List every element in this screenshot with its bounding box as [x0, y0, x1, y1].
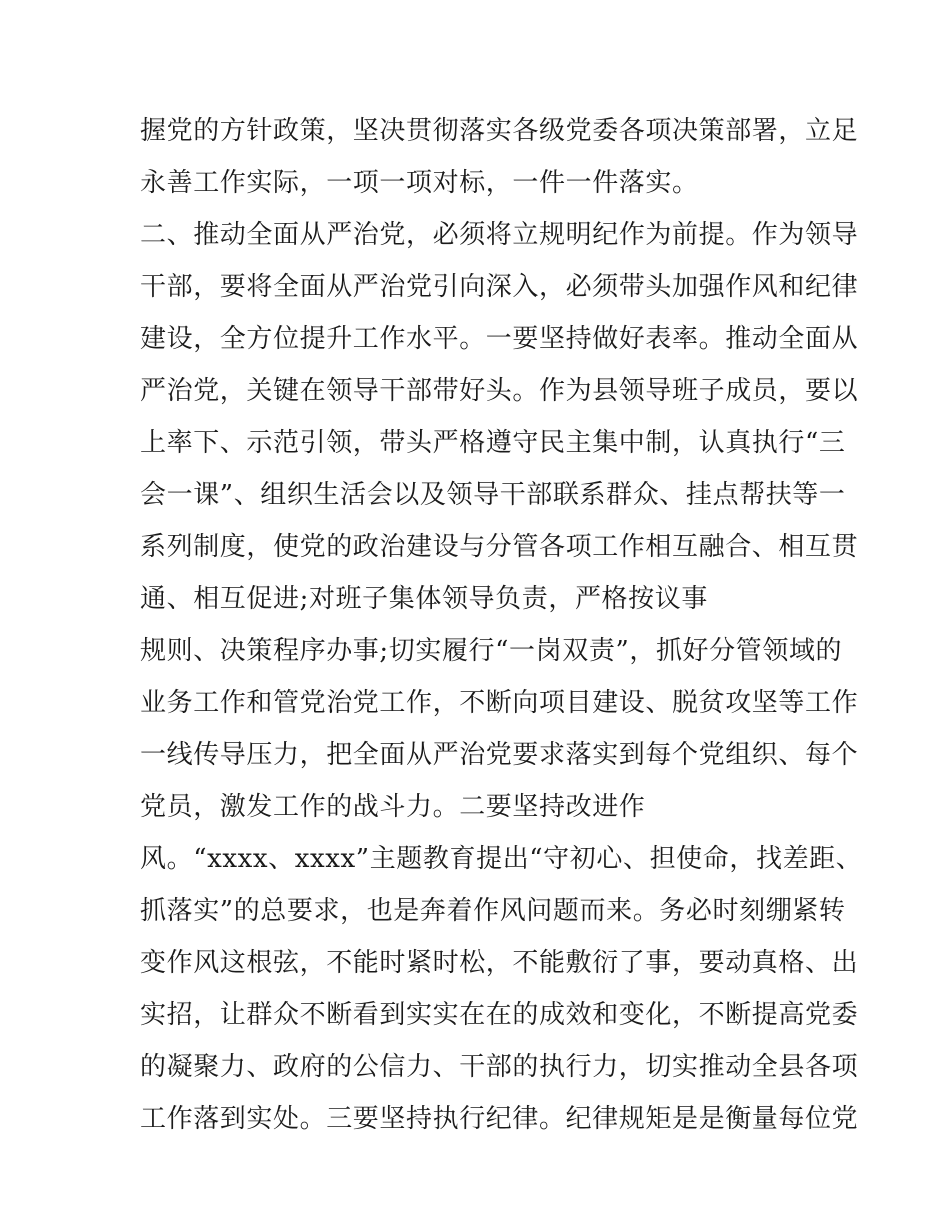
text-line: 二、推动全面从严治党，必须将立规明纪作为前提。作为领导 [140, 220, 859, 250]
text-line: 工作落到实处。三要坚持执行纪律。纪律规矩是是衡量每位党 [140, 1104, 859, 1134]
text-line: 风。“xxxx、xxxx”主题教育提出“守初心、担使命，找差距、 [140, 844, 863, 874]
text-line: 永善工作实际，一项一项对标，一件一件落实。 [140, 168, 699, 198]
text-line: 变作风这根弦，不能时紧时松，不能敷衍了事，要动真格、出 [140, 948, 859, 978]
text-line: 上率下、示范引领，带头严格遵守民主集中制，认真执行“三 [140, 428, 846, 458]
text-line: 抓落实”的总要求，也是奔着作风问题而来。务必时刻绷紧转 [140, 896, 846, 926]
text-line: 的凝聚力、政府的公信力、干部的执行力，切实推动全县各项 [140, 1052, 859, 1082]
text-line: 党员，激发工作的战斗力。二要坚持改进作 [140, 792, 646, 822]
text-line: 规则、决策程序办事;切实履行“一岗双责”，抓好分管领域的 [140, 636, 843, 666]
text-line: 握党的方针政策，坚决贯彻落实各级党委各项决策部署，立足 [140, 116, 859, 146]
text-line: 干部，要将全面从严治党引向深入，必须带头加强作风和纪律 [140, 272, 859, 302]
text-line: 业务工作和管党治党工作，不断向项目建设、脱贫攻坚等工作 [140, 688, 859, 718]
text-line: 建设，全方位提升工作水平。一要坚持做好表率。推动全面从 [140, 324, 859, 354]
document-body [140, 105, 863, 1145]
text-line: 严治党，关键在领导干部带好头。作为县领导班子成员，要以 [140, 376, 859, 406]
text-line: 系列制度，使党的政治建设与分管各项工作相互融合、相互贯 [140, 532, 859, 562]
text-line: 实招，让群众不断看到实实在在的成效和变化，不断提高党委 [140, 1000, 859, 1030]
text-line: 会一课”、组织生活会以及领导干部联系群众、挂点帮扶等一 [140, 480, 846, 510]
text-line: 通、相互促进;对班子集体领导负责，严格按议事 [140, 584, 708, 614]
text-line: 一线传导压力，把全面从严治党要求落实到每个党组织、每个 [140, 740, 859, 770]
